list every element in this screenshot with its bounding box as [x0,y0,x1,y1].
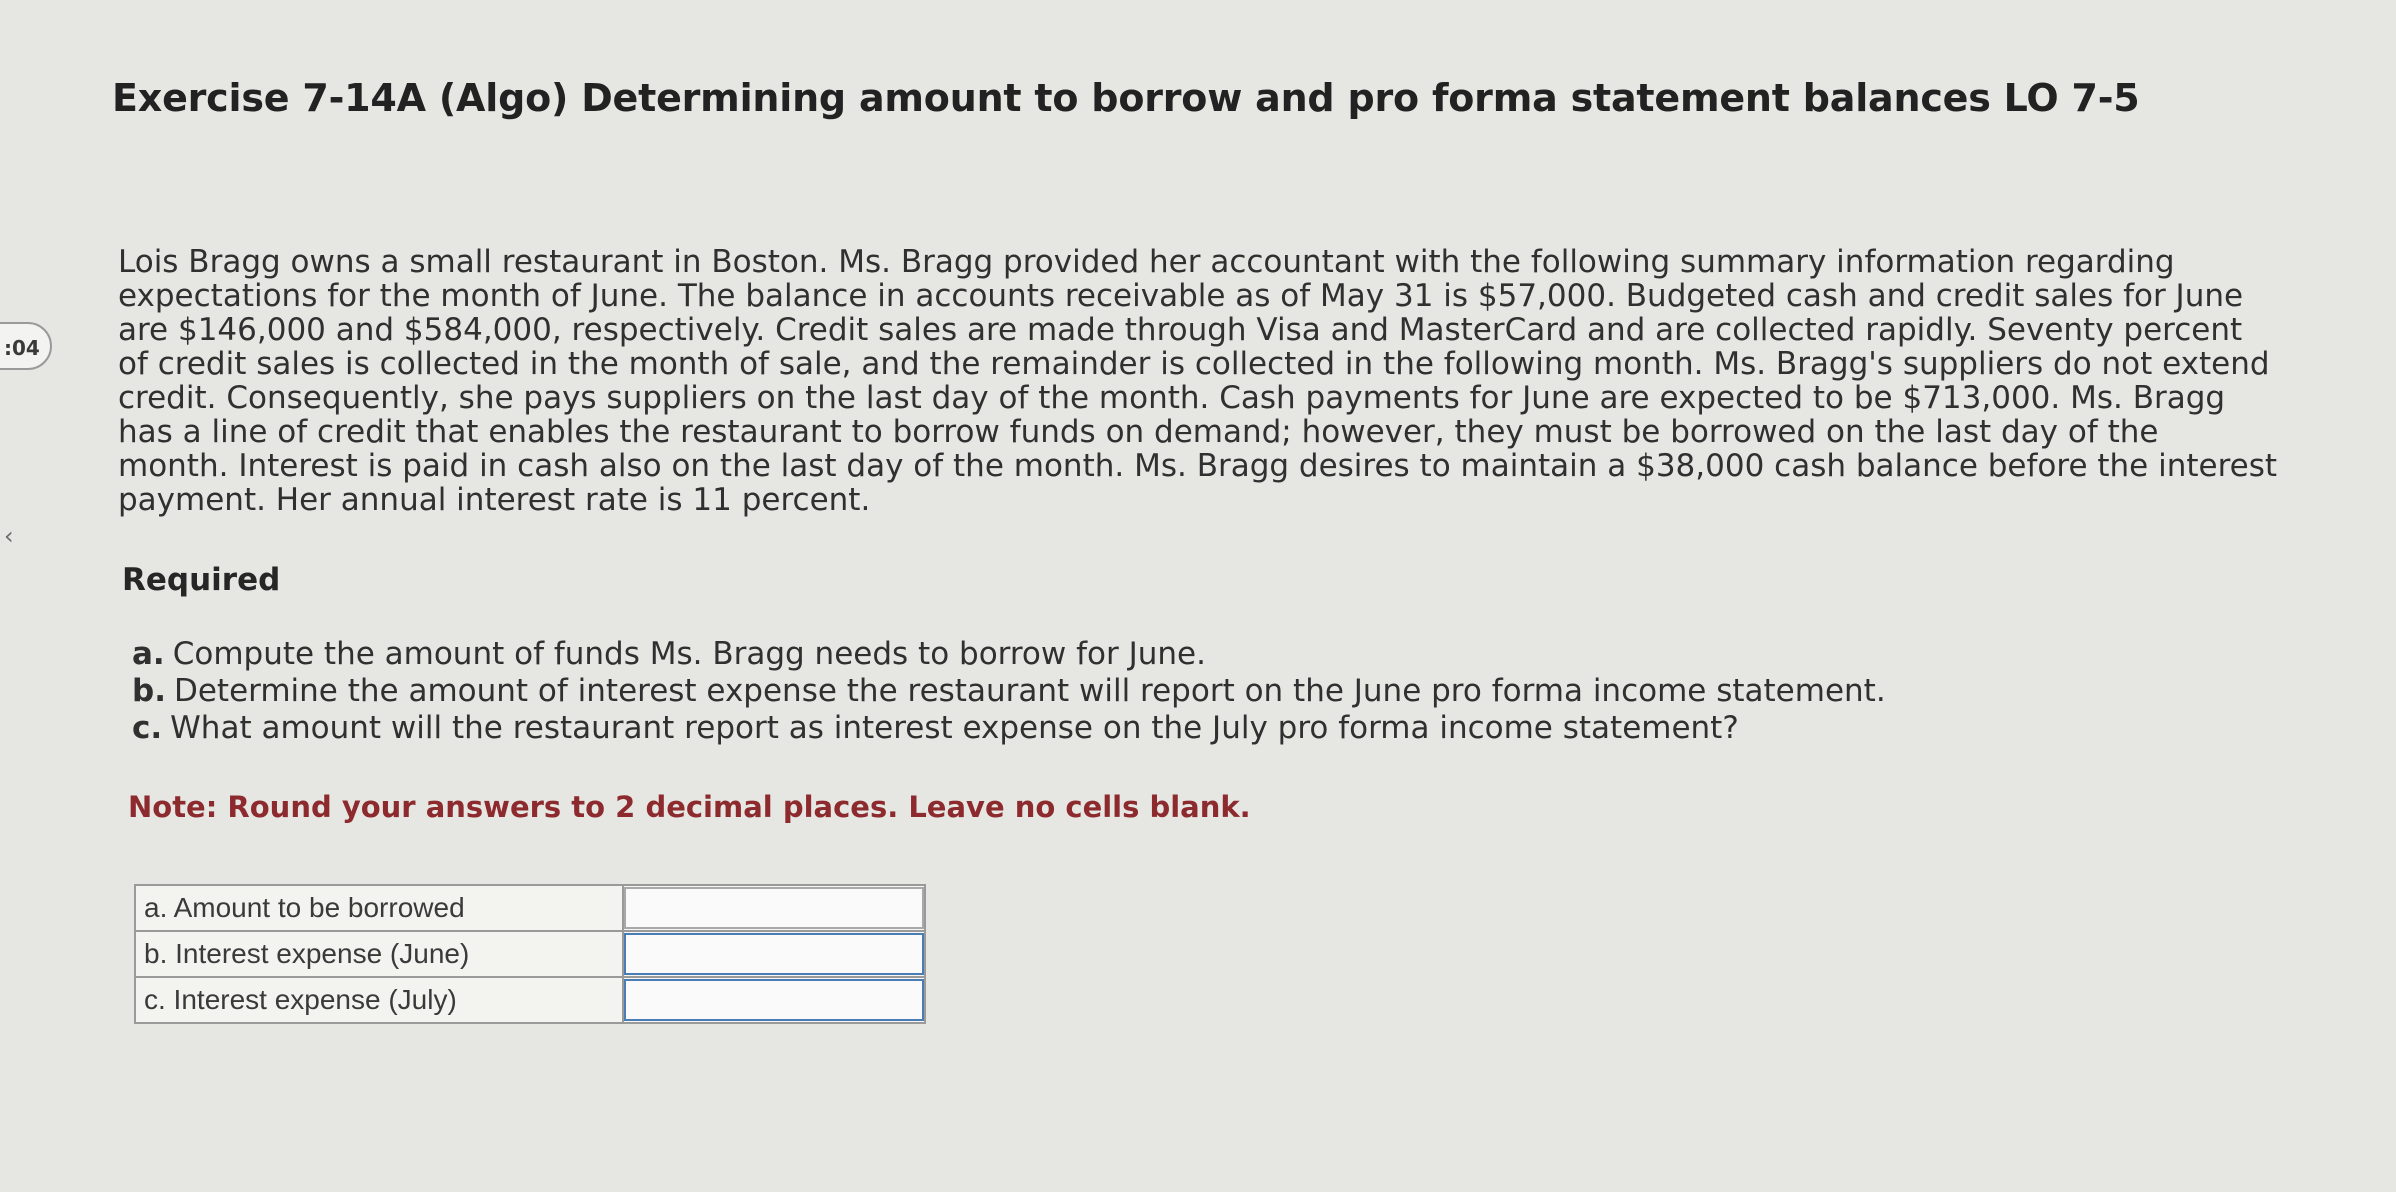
requirement-c [132,710,2132,747]
requirement-text: Compute the amount of funds Ms. Bragg needs to borrow for June. [172,636,1206,672]
interest-june-input[interactable] [624,933,924,975]
requirement-label: b. [132,673,166,709]
row-label-interest-june: b. Interest expense (June) [135,931,623,977]
interest-july-input[interactable] [624,979,924,1021]
answer-cell [623,931,925,977]
exercise-title: Exercise 7-14A (Algo) Determining amount to borrow and pro forma statement balances LO 7-5 [112,76,2140,120]
requirement-b [132,673,2132,710]
timer-text: :04 [4,336,40,360]
row-label-amount-borrowed: a. Amount to be borrowed [135,885,623,931]
answer-cell [623,885,925,931]
table-row [135,977,925,1023]
exercise-description: Lois Bragg owns a small restaurant in Boston. Ms. Bragg provided her accountant with the following summary information regarding expectations for the month of June. The balance in accounts receivable as of May 31 is $57,000. Budgeted cash and credit sales for June are $146,000 and $584,000, respectively. Credit sales are made through Visa and MasterCard and are collected rapidly. Seventy percent of credit sales is collected in the month of sale, and the remainder is collected in the following month. Ms. Bragg's suppliers do not extend credit. Consequently, she pays suppliers on the last day of the month. Cash payments for June are expected to be $713,000. Ms. Bragg has a line of credit that enables the restaurant to borrow funds on demand; however, they must be borrowed on the last day of the month. Interest is paid in cash also on the last day of the month. Ms. Bragg desires to maintain a $38,000 cash balance before the interest payment. Her annual interest rate is 11 percent. [118,244,2278,518]
requirement-label: a. [132,636,165,672]
answer-cell [623,977,925,1023]
requirement-a [132,636,2132,673]
table-row [135,931,925,977]
table-row [135,885,925,931]
requirement-label: c. [132,710,163,746]
requirement-text: Determine the amount of interest expense the restaurant will report on the June pro forma income statement. [173,673,1886,709]
row-label-interest-july: c. Interest expense (July) [135,977,623,1023]
amount-borrowed-input[interactable] [624,887,924,929]
answer-table [134,884,926,1024]
required-heading: Required [122,562,281,598]
requirements-list [132,636,2132,747]
requirement-text: What amount will the restaurant report as interest expense on the July pro forma income statement? [170,710,1739,746]
chevron-left-icon[interactable]: ‹ [4,522,14,550]
rounding-note: Note: Round your answers to 2 decimal places. Leave no cells blank. [128,790,1251,824]
